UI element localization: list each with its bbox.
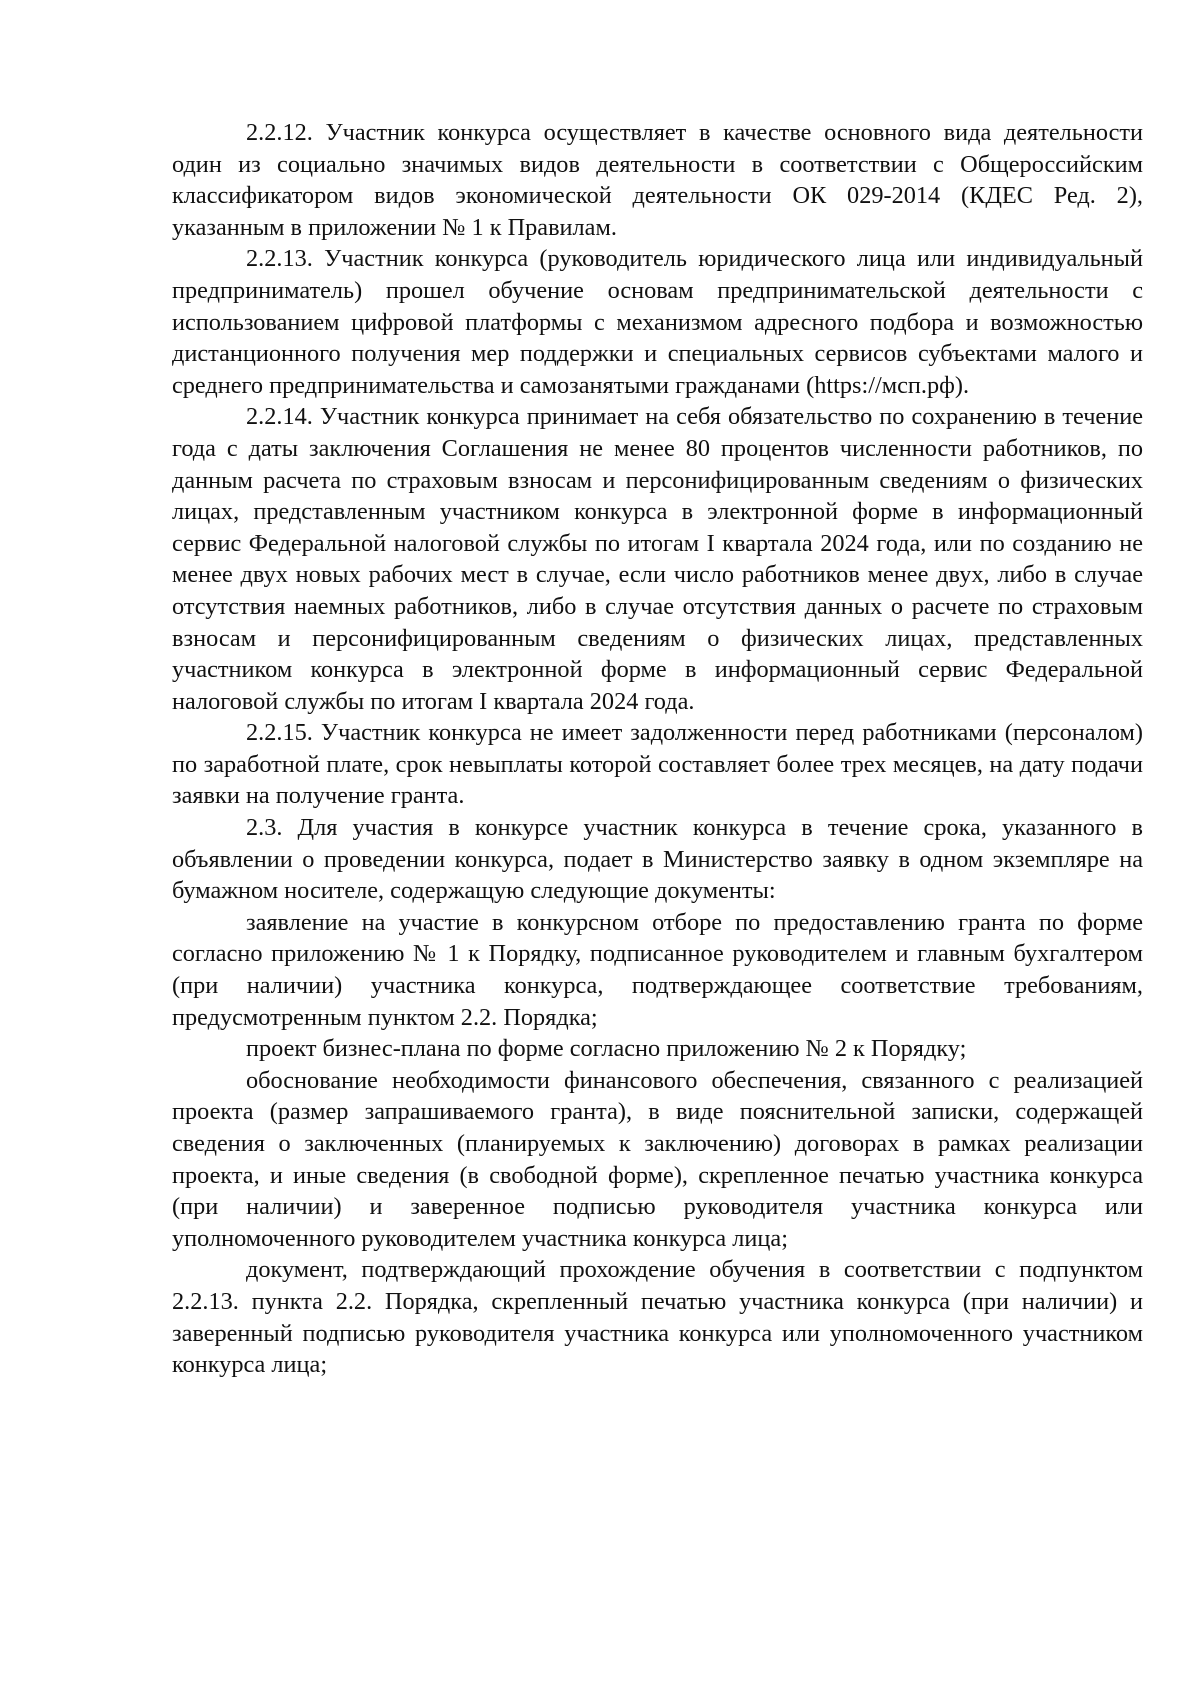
document-page [172, 117, 1143, 1381]
list-item-business-plan: проект бизнес-плана по форме согласно приложению № 2 к Порядку; [246, 1035, 967, 1063]
list-item-application: заявление на участие в конкурсном отборе по предоставлению гранта по форме согласно приложению № 1 к Порядку, подписанное руководителем и главным бухгалтером (при наличии) участника конкурса, подтверждающее соответствие требованиям, предусмотренным пунктом 2.2. Порядка; [172, 908, 1143, 1031]
paragraph-2-2-15: 2.2.15. Участник конкурса не имеет задолженности перед работниками (персоналом) по заработной плате, срок невыплаты которой составляет более трех месяцев, на дату подачи заявки на получение гранта. [172, 719, 1143, 810]
paragraph-2-3: 2.3. Для участия в конкурсе участник конкурса в течение срока, указанного в объявлении о проведении конкурса, подает в Министерство заявку в одном экземпляре на бумажном носителе, содержащую следующие документы: [172, 814, 1143, 905]
paragraph-2-2-13: 2.2.13. Участник конкурса (руководитель юридического лица или индивидуальный предприниматель) прошел обучение основам предпринимательской деятельности с использованием цифровой платформы с механизмом адресного подбора и возможностью дистанционного получения мер поддержки и специальных сервисов субъектами малого и среднего предпринимательства и самозанятыми гражданами (https://мсп.рф). [172, 245, 1143, 399]
list-item-training-document: документ, подтверждающий прохождение обучения в соответствии с подпунктом 2.2.13. пункта 2.2. Порядка, скрепленный печатью участника конкурса (при наличии) и заверенный подписью руководителя участника конкурса или уполномоченного участником конкурса лица; [172, 1256, 1143, 1379]
list-item-justification: обоснование необходимости финансового обеспечения, связанного с реализацией проекта (размер запрашиваемого гранта), в виде пояснительной записки, содержащей сведения о заключенных (планируемых к заключению) договорах в рамках реализации проекта, и иные сведения (в свободной форме), скрепленное печатью участника конкурса (при наличии) и заверенное подписью руководителя участника конкурса или уполномоченного руководителем участника конкурса лица; [172, 1066, 1143, 1252]
paragraph-2-2-12: 2.2.12. Участник конкурса осуществляет в качестве основного вида деятельности один из социально значимых видов деятельности в соответствии с Общероссийским классификатором видов экономической деятельности ОК 029-2014 (КДЕС Ред. 2), указанным в приложении № 1 к Правилам. [172, 119, 1143, 241]
paragraph-2-2-14: 2.2.14. Участник конкурса принимает на себя обязательство по сохранению в течение года с даты заключения Соглашения не менее 80 процентов численности работников, по данным расчета по страховым взносам и персонифицированным сведениям о физических лицах, представленным участником конкурса в электронной форме в информационный сервис Федеральной налоговой службы по итогам I квартала 2024 года, или по созданию не менее двух новых рабочих мест в случае, если число работников менее двух, либо в случае отсутствия наемных работников, либо в случае отсутствия данных о расчете по страховым взносам и персонифицированным сведениям о физических лицах, представленных участником конкурса в электронной форме в информационный сервис Федеральной налоговой службы по итогам I квартала 2024 года. [172, 403, 1143, 715]
